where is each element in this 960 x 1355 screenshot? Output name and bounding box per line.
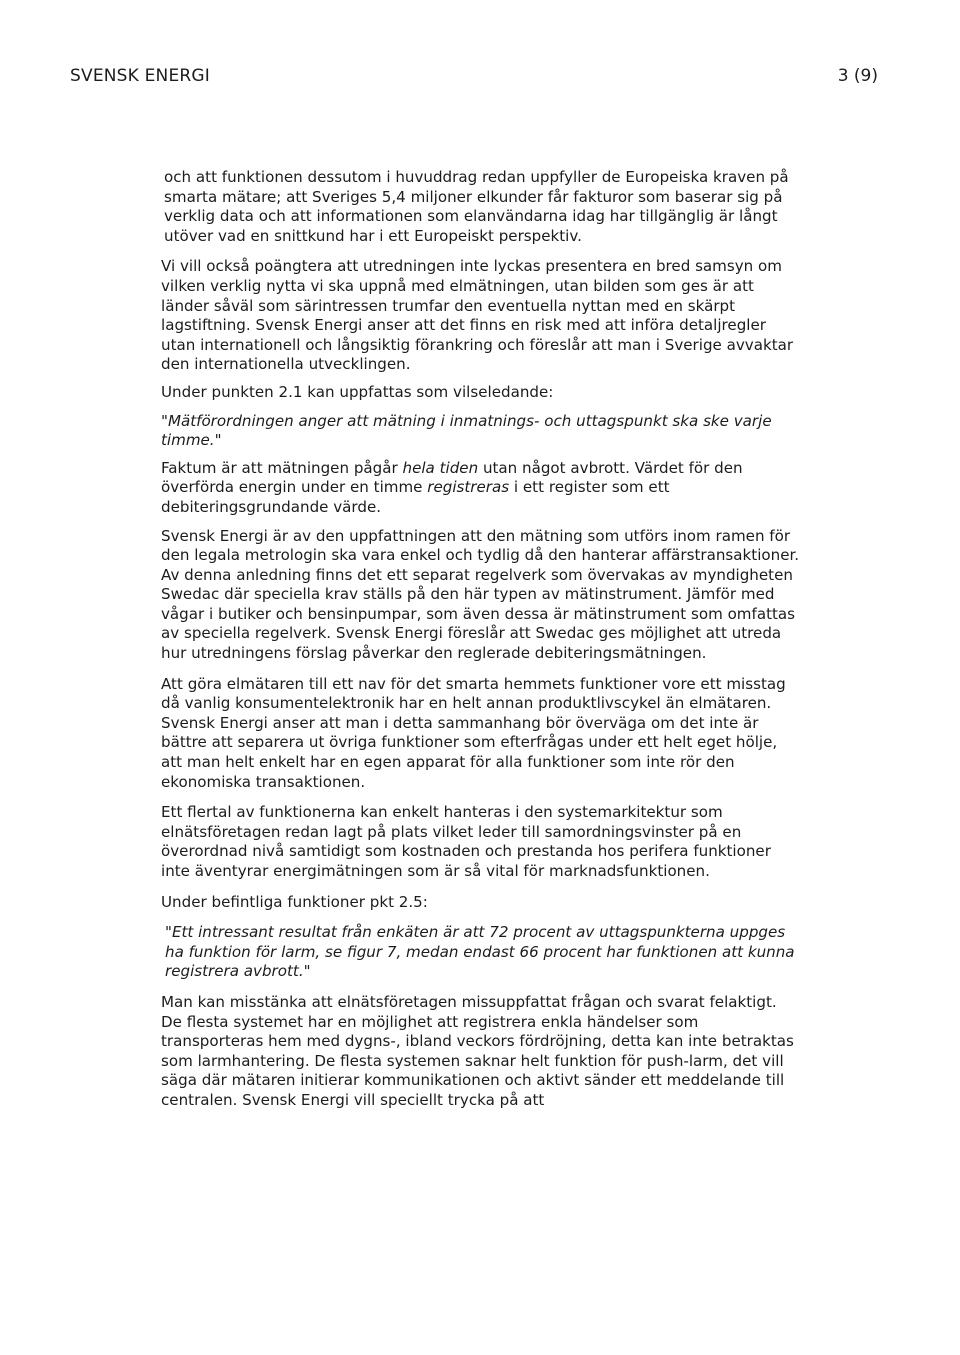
page-number: 3 (9) — [837, 66, 878, 86]
paragraph-4 — [161, 459, 801, 518]
paragraph-3: Under punkten 2.1 kan uppfattas som vilseledande: — [161, 382, 554, 401]
document-body — [161, 168, 801, 1111]
paragraph-7: Ett flertal av funktionerna kan enkelt hanteras i den systemarkitektur som elnätsföretagen redan lagt på plats vilket leder till samordningsvinster på en överordnad nivå samtidigt som kostnaden och prestanda hos perifera funktioner inte äventyrar energimätningen som är så vital för marknadsfunktionen. — [161, 803, 771, 880]
paragraph-4-emphasis-2: registreras — [427, 478, 510, 497]
quote-2-text: "Ett intressant resultat från enkäten är att 72 procent av uttagspunkterna uppges ha funktion för larm, se figur 7, medan endast 66 procent har funktionen att kunna registrera avbrott." — [165, 923, 795, 981]
paragraph-4-part-c: i ett register som ett debiteringsgrundande värde. — [161, 478, 670, 516]
organization-name: SVENSK ENERGI — [70, 66, 211, 86]
paragraph-9: Man kan misstänka att elnätsföretagen missuppfattat frågan och svarat felaktigt. De flesta systemet har en möjlighet att registrera enkla händelser som transporteras hem med dygns-, ibland veckors fördröjning, detta kan inte betraktas som larmhantering. De flesta systemen saknar helt funktion för push-larm, det vill säga där mätaren initierar kommunikationen och aktivt sänder ett meddelande till centralen. Svensk Energi vill speciellt trycka på att — [161, 992, 794, 1109]
paragraph-4-part-b: utan något avbrott. Värdet för den överförda energin under en timme — [161, 458, 743, 497]
paragraph-5: Svensk Energi är av den uppfattningen att den mätning som utförs inom ramen för den legala metrologin ska vara enkel och tydlig då den hanterar affärstransaktioner. Av denna anledning finns det ett separat regelverk som övervakas av myndigheten Swedac där speciella krav ställs på den här typen av mätinstrument. Jämför med vågar i butiker och bensinpumpar, som även dessa är mätinstrument som omfattas av speciella regelverk. Svensk Energi föreslår att Swedac ges möjlighet att utreda hur utredningens förslag påverkar den reglerade debiteringsmätningen. — [161, 526, 800, 663]
paragraph-2: Vi vill också poängtera att utredningen inte lyckas presentera en bred samsyn om vilken verklig nytta vi ska uppnå med elmätningen, utan bilden som ges är att länder såväl som särintressen trumfar den eventuella nyttan med en skärpt lagstiftning. Svensk Energi anser att det finns en risk med att införa detaljregler utan internationell och långsiktig förankring och föreslår att man i Sverige avvaktar den internationella utvecklingen. — [161, 257, 794, 374]
paragraph-4-emphasis-1: hela tiden — [402, 458, 479, 477]
paragraph-1: och att funktionen dessutom i huvuddrag redan uppfyller de Europeiska kraven på smarta mätare; att Sveriges 5,4 miljoner elkunder får fakturor som baserar sig på verklig data och att informationen som elanvändarna idag har tillgänglig är långt utöver vad en snittkund har i ett Europeiskt perspektiv. — [164, 168, 789, 245]
page-header — [70, 66, 878, 92]
quote-1-text: "Mätförordningen anger att mätning i inmatnings- och uttagspunkt ska ske varje timme." — [161, 411, 772, 450]
quote-2 — [161, 923, 801, 982]
paragraph-4-part-a: Faktum är att mätningen pågår — [161, 458, 403, 477]
paragraph-8: Under befintliga funktioner pkt 2.5: — [161, 892, 428, 911]
paragraph-6: Att göra elmätaren till ett nav för det smarta hemmets funktioner vore ett misstag då vanlig konsumentelektronik har en helt annan produktlivscykel än elmätaren. Svensk Energi anser att man i detta sammanhang bör överväga om det inte är bättre att separera ut övriga funktioner som efterfrågas under ett helt eget hölje, att man helt enkelt har en egen apparat för alla funktioner som inte rör den ekonomiska transaktionen. — [161, 674, 786, 791]
quote-1 — [161, 412, 801, 451]
